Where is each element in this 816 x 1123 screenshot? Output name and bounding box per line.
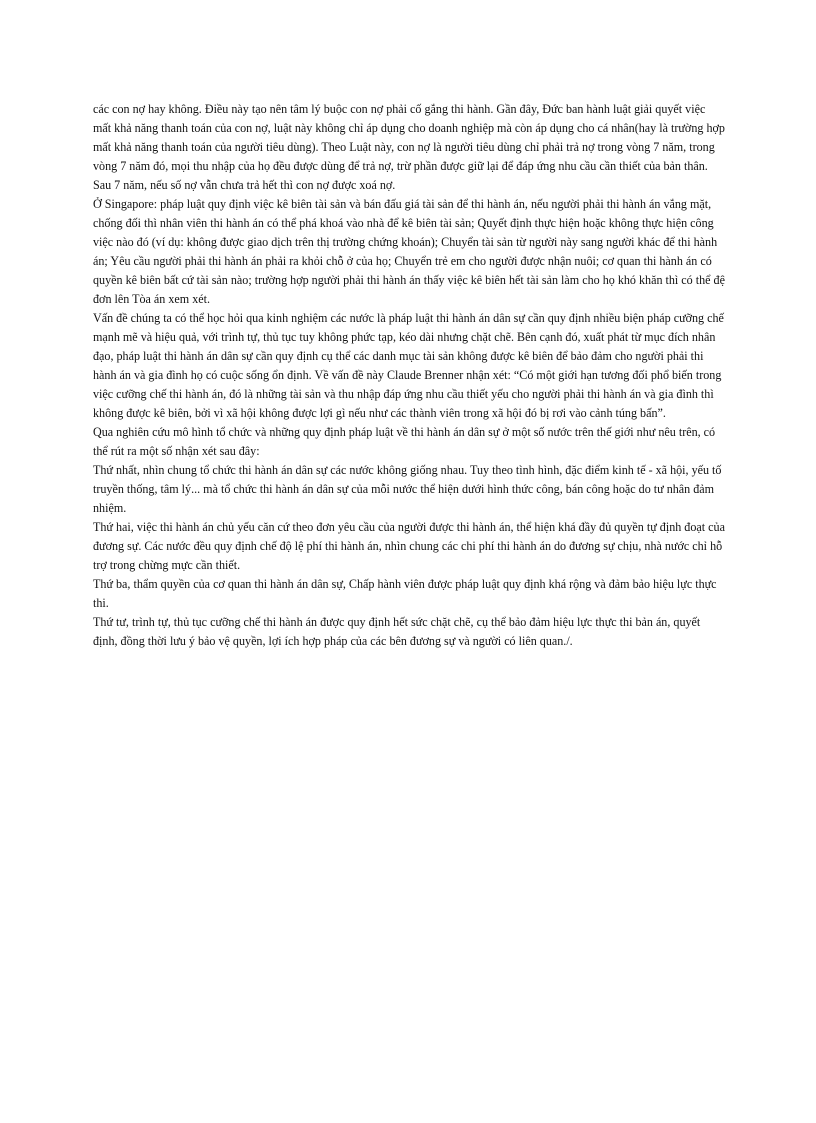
paragraph-third-remark: Thứ ba, thẩm quyền của cơ quan thi hành án dân sự, Chấp hành viên được pháp luật quy định khá rộng và đảm bảo hiệu lực thực thi.: [93, 577, 717, 610]
paragraph-summary-intro: Qua nghiên cứu mô hình tổ chức và những quy định pháp luật về thi hành án dân sự ở một số nước trên thế giới như nêu trên, có thể rút ra một số nhận xét sau đây:: [93, 425, 716, 458]
paragraph-fourth-remark: Thứ tư, trình tự, thủ tục cưỡng chế thi hành án được quy định hết sức chặt chẽ, cụ thể bảo đảm hiệu lực thực thi bản án, quyết định, đồng thời lưu ý bảo vệ quyền, lợi ích hợp pháp của các bên đương sự và người có liên quan./.: [93, 615, 701, 648]
document-body: [93, 100, 725, 651]
paragraph-first-remark: Thứ nhất, nhìn chung tổ chức thi hành án dân sự các nước không giống nhau. Tuy theo tình hình, đặc điểm kinh tế - xã hội, yếu tố truyền thống, tâm lý... mà tổ chức thi hành án dân sự của mỗi nước thể hiện dưới hình thức công, bán công hoặc do tư nhân đảm nhiệm.: [93, 463, 722, 515]
paragraph-singapore: Ở Singapore: pháp luật quy định việc kê biên tài sản và bán đấu giá tài sản để thi hành án, nếu người phải thi hành án vắng mặt, chống đối thì nhân viên thi hành án có thể phá khoá vào nhà để kê biên tài sản; Quyết định thực hiện hoặc không thực hiện công việc nào đó (ví dụ: không được giao dịch trên thị trường chứng khoán); Chuyển tài sản từ người này sang người khác để thi hành án; Yêu cầu người phải thi hành án phải ra khỏi chỗ ở của họ; Chuyển trẻ em cho người được nhận nuôi; cơ quan thi hành án có quyền kê biên bất cứ tài sản nào; trường hợp người phải thi hành án thấy việc kê biên hết tài sản làm cho họ khó khăn thì có thể đệ đơn lên Tòa án xem xét.: [93, 197, 725, 306]
paragraph-lessons: Vấn đề chúng ta có thể học hỏi qua kinh nghiệm các nước là pháp luật thi hành án dân sự cần quy định nhiều biện pháp cưỡng chế mạnh mẽ và hiệu quả, với trình tự, thủ tục tuy không phức tạp, kéo dài nhưng chặt chẽ. Bên cạnh đó, xuất phát từ mục đích nhân đạo, pháp luật thi hành án dân sự cần quy định cụ thể các danh mục tài sản không được kê biên để bảo đảm cho người phải thi hành án và gia đình họ có cuộc sống ổn định. Về vấn đề này Claude Brenner nhận xét: “Có một giới hạn tương đối phổ biến trong việc cưỡng chế thi hành án, đó là những tài sản và thu nhập đáp ứng nhu cầu thiết yếu cho người phải thi hành án và gia đình thì không được kê biên, bởi vì xã hội không được lợi gì nếu như các thành viên trong xã hội đó bị rơi vào cảnh túng bấn”.: [93, 311, 724, 420]
paragraph-germany-insolvency: các con nợ hay không. Điều này tạo nên tâm lý buộc con nợ phải cố gắng thi hành. Gần đây, Đức ban hành luật giải quyết việc mất khả năng thanh toán của con nợ, luật này không chỉ áp dụng cho doanh nghiệp mà còn áp dụng cho cá nhân(hay là trường hợp mất khả năng thanh toán của người tiêu dùng). Theo Luật này, con nợ là người tiêu dùng chỉ phải trả nợ trong vòng 7 năm, trong vòng 7 năm đó, mọi thu nhập của họ đều được dùng để trả nợ, trừ phần được giữ lại để đáp ứng nhu cầu cần thiết của bản thân. Sau 7 năm, nếu số nợ vẫn chưa trả hết thì con nợ được xoá nợ.: [93, 102, 725, 192]
paragraph-second-remark: Thứ hai, việc thi hành án chủ yếu căn cứ theo đơn yêu cầu của người được thi hành án, thể hiện khá đầy đủ quyền tự định đoạt của đương sự. Các nước đều quy định chế độ lệ phí thi hành án, nhìn chung các chi phí thi hành án do đương sự chịu, nhà nước chỉ hỗ trợ trong chừng mực cần thiết.: [93, 520, 725, 572]
